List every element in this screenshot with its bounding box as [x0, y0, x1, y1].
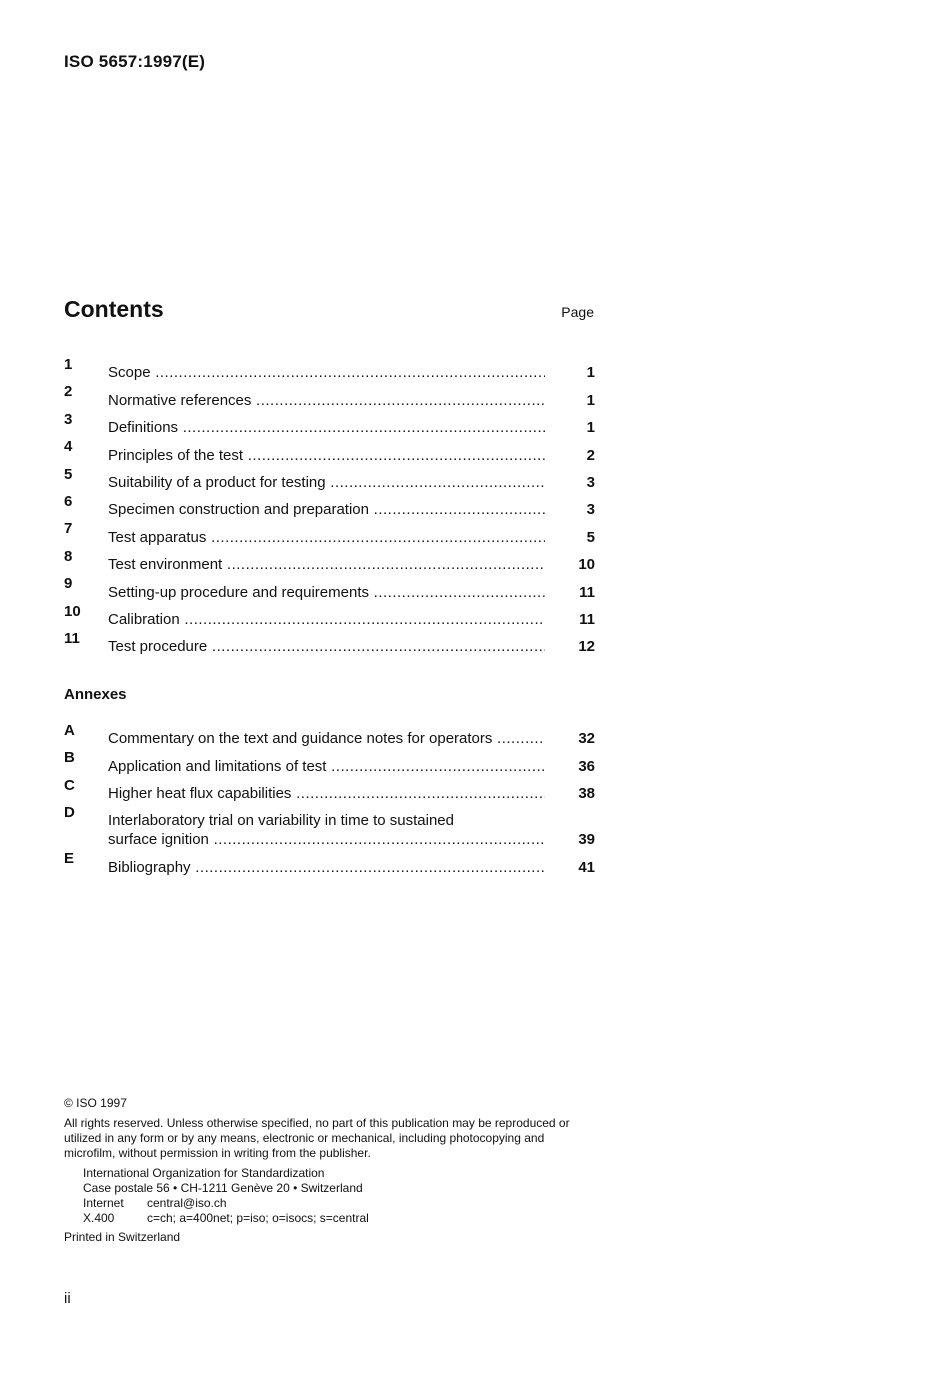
toc-entry-number: 3: [64, 410, 73, 428]
annex-letter: E: [64, 850, 75, 868]
toc-entry-title: Test apparatus .....: [108, 529, 545, 546]
annex-page: 38: [578, 785, 595, 803]
toc-entry-title: Scope .....: [108, 364, 545, 381]
copyright-line: © ISO 1997: [64, 1096, 127, 1110]
annex-title: Higher heat flux capabilities .....: [108, 785, 545, 802]
toc-entry-page: 11: [579, 583, 595, 601]
annex-entry-d[interactable]: [64, 803, 595, 849]
toc-entry-page: 2: [586, 446, 595, 464]
toc-entry-page: 5: [586, 528, 595, 546]
toc-entry-title: Definitions .....: [108, 419, 545, 436]
publisher-address: [64, 1166, 595, 1226]
annex-title: Application and limitations of test .....: [108, 758, 545, 775]
annex-title: Commentary on the text and guidance notes for operators .....: [108, 730, 545, 747]
annex-entry-c[interactable]: [64, 776, 595, 803]
toc-entry-title: Calibration .....: [108, 611, 545, 628]
annex-title: Bibliography .....: [108, 859, 545, 876]
toc-entry-calibration[interactable]: [64, 602, 595, 629]
toc-entry-page: 3: [586, 473, 595, 491]
annex-page: 41: [578, 858, 595, 876]
org-name: International Organization for Standardization: [83, 1166, 325, 1180]
toc-entry-title: Principles of the test .....: [108, 447, 545, 464]
copyright-block: [64, 1096, 595, 1245]
annex-entry-b[interactable]: [64, 748, 595, 775]
annex-letter: C: [64, 776, 75, 794]
toc-entry-number: 8: [64, 547, 73, 565]
table-of-contents: [64, 355, 595, 656]
contents-title: Contents: [64, 296, 164, 322]
toc-entry-title: Test environment .....: [108, 556, 545, 573]
annex-letter: A: [64, 722, 75, 739]
toc-entry-number: 11: [64, 629, 80, 647]
internet-address[interactable]: central@iso.ch: [147, 1196, 227, 1210]
toc-entry-title: Setting-up procedure and requirements .....: [108, 584, 545, 601]
rights-statement: All rights reserved. Unless otherwise specified, no part of this publication may be reproduced or utilized in any form or by any means, electronic or mechanical, including photocopying and microfilm, without permission in writing from the publisher.: [64, 1116, 570, 1160]
annex-letter: D: [64, 804, 75, 822]
toc-entry-page: 1: [586, 391, 595, 409]
toc-entry-suitability[interactable]: [64, 465, 595, 492]
toc-entry-title: Test procedure .....: [108, 638, 545, 655]
x400-address: c=ch; a=400net; p=iso; o=isocs; s=central: [147, 1211, 369, 1225]
printed-in: Printed in Switzerland: [64, 1230, 181, 1244]
toc-entry-scope[interactable]: [64, 355, 595, 382]
toc-entry-specimen[interactable]: [64, 492, 595, 519]
annex-page: 39: [578, 831, 595, 849]
toc-entry-number: 7: [64, 520, 73, 538]
toc-entry-number: 10: [64, 602, 81, 620]
toc-entry-number: 2: [64, 383, 73, 401]
annex-letter: B: [64, 749, 75, 767]
toc-entry-page: 1: [586, 364, 595, 382]
annex-page: 32: [578, 730, 595, 748]
x400-label: X.400: [83, 1211, 115, 1225]
toc-entry-page: 10: [578, 556, 595, 574]
annex-title-line2: surface ignition .....: [108, 831, 545, 848]
document-id: ISO 5657:1997(E): [64, 52, 206, 71]
toc-entry-definitions[interactable]: [64, 410, 595, 437]
toc-entry-apparatus[interactable]: [64, 519, 595, 546]
toc-entry-title: Suitability of a product for testing .....: [108, 474, 545, 491]
toc-entry-page: 3: [586, 501, 595, 519]
annex-entry-e[interactable]: [64, 849, 595, 876]
toc-entry-number: 5: [64, 465, 73, 483]
x400-row: [83, 1211, 595, 1226]
toc-entry-setting-up[interactable]: [64, 574, 595, 601]
toc-entry-page: 11: [579, 610, 595, 628]
toc-entry-principles[interactable]: [64, 437, 595, 464]
page-column-label: Page: [561, 304, 594, 320]
annex-page: 36: [578, 757, 595, 775]
toc-entry-number: 1: [64, 356, 73, 373]
toc-entry-normative-references[interactable]: [64, 382, 595, 409]
toc-entry-test-procedure[interactable]: [64, 629, 595, 656]
toc-entry-number: 4: [64, 438, 73, 456]
toc-entry-number: 9: [64, 575, 73, 593]
annex-entry-a[interactable]: [64, 721, 595, 748]
toc-entry-page: 12: [578, 638, 595, 656]
annexes-heading: Annexes: [64, 686, 127, 703]
toc-entry-title: Specimen construction and preparation .....: [108, 501, 545, 518]
internet-label: Internet: [83, 1196, 124, 1210]
annex-list: [64, 721, 595, 877]
postal-address: Case postale 56 • CH-1211 Genève 20 • Switzerland: [83, 1181, 363, 1195]
internet-row: [83, 1196, 595, 1211]
toc-entry-title: Normative references .....: [108, 392, 545, 409]
page-number: ii: [64, 1290, 71, 1307]
toc-entry-number: 6: [64, 492, 73, 510]
toc-entry-environment[interactable]: [64, 547, 595, 574]
annex-title-line1: Interlaboratory trial on variability in time to sustained: [108, 812, 454, 830]
toc-entry-page: 1: [586, 419, 595, 437]
